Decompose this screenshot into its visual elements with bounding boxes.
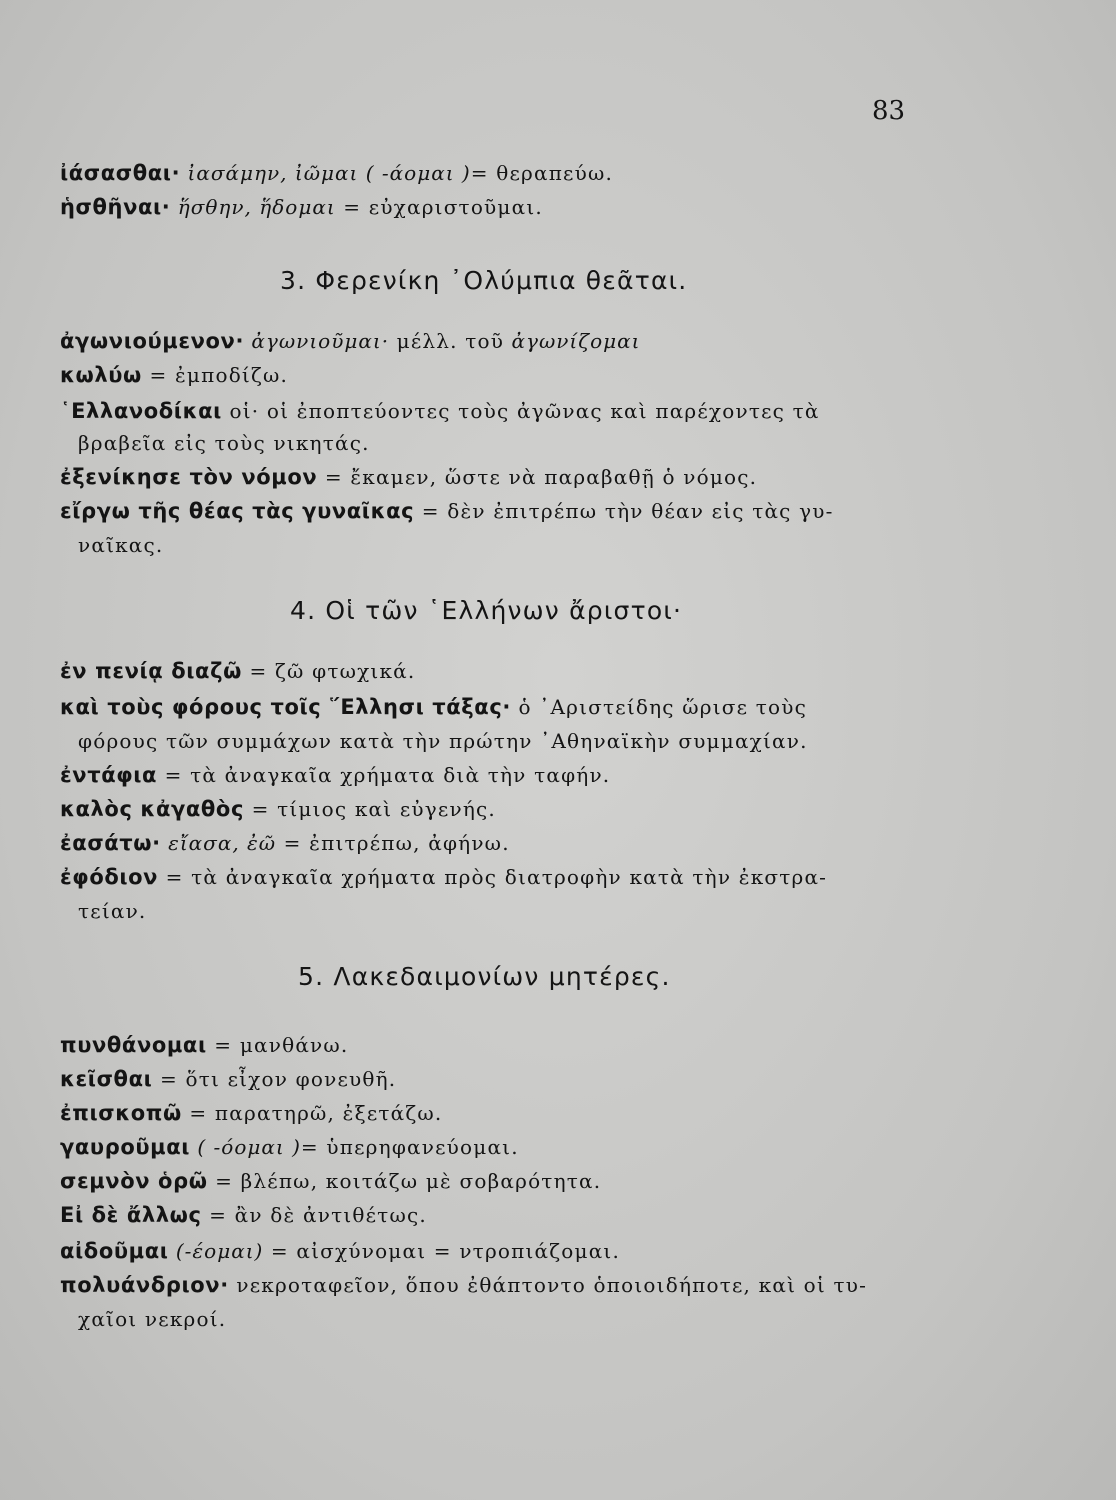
glossary-entry [60, 462, 757, 493]
entry-headword: ἡσθῆναι· [60, 195, 171, 219]
glossary-entry [60, 1270, 867, 1301]
entry-headword: εἴργω τῆς θέας τὰς γυναῖκας [60, 499, 415, 523]
entry-forms: ἀγωνίζομαι [504, 329, 641, 353]
entry-definition: = αἰσχύνομαι = ντροπιάζομαι. [263, 1239, 621, 1263]
entry-definition: = ὑπερηφανεύομαι. [300, 1135, 519, 1159]
entry-definition: οἱ· οἱ ἐποπτεύοντες τοὺς ἀγῶνας καὶ παρέχοντες τὰ [221, 399, 820, 423]
glossary-entry [60, 1064, 396, 1095]
entry-definition: = ἂν δὲ ἀντιθέτως. [201, 1203, 427, 1227]
entry-forms: ( -όομαι ) [190, 1135, 301, 1159]
section-heading-3: 3. Φερενίκη ᾿Ολύμπια θεᾶται. [280, 266, 688, 295]
entry-definition: = εὐχαριστοῦμαι. [335, 195, 543, 219]
glossary-entry-continuation [78, 428, 370, 459]
entry-forms: ἀγωνιοῦμαι· [244, 329, 390, 353]
page-number: 83 [872, 96, 906, 126]
glossary-entry [60, 1236, 620, 1267]
entry-headword: αἰδοῦμαι [60, 1239, 169, 1263]
glossary-entry [60, 496, 834, 527]
entry-definition: = δὲν ἐπιτρέπω τὴν θέαν εἰς τὰς γυ- [414, 499, 834, 523]
glossary-entry [60, 1030, 348, 1061]
section-heading-5: 5. Λακεδαιμονίων μητέρες. [298, 962, 671, 991]
entry-forms: εἴασα, ἐῶ [160, 831, 277, 855]
entry-headword: ἰάσασθαι· [60, 161, 181, 185]
entry-definition: = ἐμποδίζω. [141, 363, 289, 387]
entry-headword: κεῖσθαι [60, 1067, 153, 1091]
glossary-entry [60, 760, 610, 791]
glossary-entry-continuation [78, 726, 808, 757]
entry-definition: = βλέπω, κοιτάζω μὲ σοβαρότητα. [207, 1169, 602, 1193]
entry-headword: κωλύω [60, 363, 142, 387]
glossary-entry [60, 656, 415, 687]
glossary-entry [60, 396, 820, 427]
entry-headword: ἐπισκοπῶ [60, 1101, 182, 1125]
entry-forms: (-έομαι) [168, 1239, 264, 1263]
entry-definition: = ἐπιτρέπω, ἀφήνω. [276, 831, 510, 855]
entry-definition: = θεραπεύω. [470, 161, 614, 185]
entry-forms: ἥσθην, ἥδομαι [170, 195, 336, 219]
entry-headword: ἀγωνιούμενον· [60, 329, 245, 353]
glossary-entry [60, 326, 640, 357]
entry-definition: = ζῶ φτωχικά. [241, 659, 416, 683]
entry-headword: ἐντάφια [60, 763, 158, 787]
entry-headword: πολυάνδριον· [60, 1273, 229, 1297]
entry-definition: μέλλ. τοῦ [389, 329, 505, 353]
entry-headword: καὶ τοὺς φόρους τοῖς ῞Ελλησι τάξας· [60, 695, 511, 719]
entry-headword: Εἰ δὲ ἄλλως [60, 1203, 202, 1227]
entry-definition: φόρους τῶν συμμάχων κατὰ τὴν πρώτην ᾿Αθηναϊκὴν συμμαχίαν. [78, 729, 808, 753]
entry-definition: = τὰ ἀναγκαῖα χρήματα διὰ τὴν ταφήν. [157, 763, 611, 787]
entry-headword: ἐν πενίᾳ διαζῶ [60, 659, 242, 683]
glossary-entry-continuation [78, 896, 147, 927]
glossary-entry [60, 1166, 601, 1197]
glossary-entry [60, 192, 543, 223]
entry-definition: τείαν. [78, 899, 147, 923]
entry-forms: ἰασάμην, ἰῶμαι ( -άομαι ) [180, 161, 471, 185]
entry-headword: σεμνὸν ὁρῶ [60, 1169, 208, 1193]
entry-definition: = τίμιος καὶ εὐγενής. [244, 797, 496, 821]
entry-definition: = παρατηρῶ, ἐξετάζω. [181, 1101, 443, 1125]
glossary-entry [60, 360, 288, 391]
entry-definition: νεκροταφεῖον, ὅπου ἐθάπτοντο ὁποιοιδήποτε, καὶ οἱ τυ- [228, 1273, 868, 1297]
entry-definition: = μανθάνω. [206, 1033, 349, 1057]
glossary-entry [60, 1200, 427, 1231]
entry-headword: ῾Ελλανοδίκαι [60, 399, 222, 423]
entry-headword: ἐασάτω· [60, 831, 161, 855]
entry-definition: = ἔκαμεν, ὥστε νὰ παραβαθῇ ὁ νόμος. [317, 465, 758, 489]
glossary-entry [60, 158, 613, 189]
entry-headword: πυνθάνομαι [60, 1033, 207, 1057]
entry-headword: γαυροῦμαι [60, 1135, 191, 1159]
glossary-entry [60, 794, 496, 825]
entry-definition: ναῖκας. [78, 533, 164, 557]
entry-definition: ὁ ᾿Αριστείδης ὥρισε τοὺς [510, 695, 807, 719]
glossary-entry-continuation [78, 1304, 226, 1335]
entry-headword: καλὸς κἀγαθὸς [60, 797, 245, 821]
glossary-entry [60, 1098, 442, 1129]
glossary-entry [60, 692, 807, 723]
glossary-entry [60, 862, 827, 893]
entry-definition: = ὅτι εἶχον φονευθῆ. [152, 1067, 397, 1091]
glossary-entry [60, 828, 510, 859]
entry-definition: βραβεῖα εἰς τοὺς νικητάς. [78, 431, 370, 455]
entry-definition: = τὰ ἀναγκαῖα χρήματα πρὸς διατροφὴν κατὰ τὴν ἐκστρα- [158, 865, 828, 889]
glossary-entry-continuation [78, 530, 163, 561]
entry-headword: ἐφόδιον [60, 865, 159, 889]
glossary-entry [60, 1132, 519, 1163]
section-heading-4: 4. Οἱ τῶν ῾Ελλήνων ἄριστοι· [290, 596, 683, 625]
entry-headword: ἐξενίκησε τὸν νόμον [60, 465, 318, 489]
entry-definition: χαῖοι νεκροί. [78, 1307, 227, 1331]
